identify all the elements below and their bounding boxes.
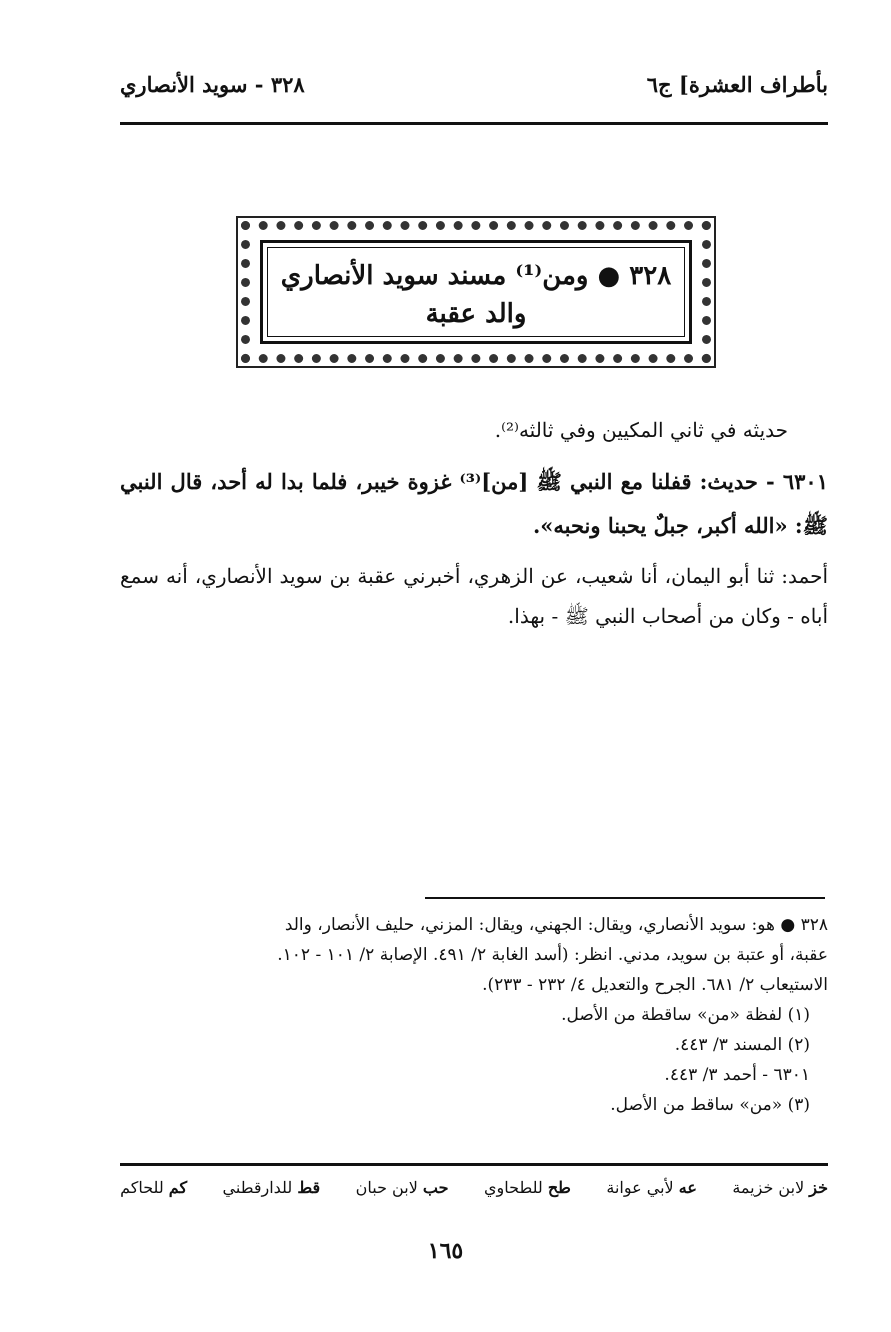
sigla-abbr: طح xyxy=(547,1178,571,1197)
sigla-item xyxy=(732,1178,828,1197)
footnote-hadith-source: ٦٣٠١ - أحمد ٣/ ٤٤٣. xyxy=(664,1065,810,1085)
sigla-abbr: قط xyxy=(297,1178,321,1197)
sigla-item xyxy=(606,1178,697,1197)
footnote-bio-line: ٣٢٨ ● هو: سويد الأنصاري، ويقال: الجهني، ويقال: المزني، حليف الأنصار، والد xyxy=(284,915,828,935)
intro-paragraph: حديثه في ثاني المكيين وفي ثالثه⁽²⁾. xyxy=(494,418,788,442)
sigla-item xyxy=(120,1178,187,1197)
sigla-item xyxy=(356,1178,449,1197)
section-title-line2: والد عقبة xyxy=(425,299,527,329)
hadith-paragraph: ٦٣٠١ - حديث: قفلنا مع النبي ﷺ [من]⁽³⁾ غزوة خيبر، فلما بدا له أحد، قال النبي ﷺ: «الله أكبر، جبلٌ يحبنا ونحبه». xyxy=(120,469,828,538)
title-inner-frame xyxy=(260,240,692,344)
sigla-abbr: عه xyxy=(678,1178,697,1197)
sigla-name: للطحاوي xyxy=(483,1178,543,1197)
sigla-item xyxy=(484,1178,571,1197)
footnote-1: (١) لفظة «من» ساقطة من الأصل. xyxy=(561,1005,810,1025)
sigla-name: للدارقطني xyxy=(222,1178,293,1197)
footnotes xyxy=(120,910,828,1120)
footnote-3: (٣) «من» ساقط من الأصل. xyxy=(610,1095,810,1115)
footnote-bio-line: الاستيعاب ٢/ ٦٨١. الجرح والتعديل ٤/ ٢٣٢ - ٢٣٣). xyxy=(482,975,828,995)
running-header xyxy=(120,72,828,112)
sigla-abbr: حب xyxy=(422,1178,449,1197)
header-rule xyxy=(120,122,828,125)
sigla-abbr: كم xyxy=(168,1178,188,1197)
sigla-name: لابن خزيمة xyxy=(732,1178,805,1197)
sigla-rule xyxy=(120,1163,828,1166)
footnote-rule xyxy=(425,897,825,899)
footnote-bio-line: عقبة، أو عتبة بن سويد، مدني. انظر: (أسد الغابة ٢/ ٤٩١. الإصابة ٢/ ١٠١ - ١٠٢. xyxy=(277,945,828,965)
sigla-item xyxy=(223,1178,321,1197)
section-title-line1: ٣٢٨ ● ومن⁽¹⁾ مسند سويد الأنصاري xyxy=(280,261,672,291)
running-header-chapter: ٣٢٨ - سويد الأنصاري xyxy=(120,72,305,97)
running-header-book-volume: بأطراف العشرة] ج٦ xyxy=(646,72,828,97)
sigla-abbr: خز xyxy=(809,1178,828,1197)
sigla-legend xyxy=(120,1178,828,1197)
section-title-frame xyxy=(236,216,716,368)
sigla-name: للحاكم xyxy=(120,1178,164,1197)
sigla-name: لأبي عوانة xyxy=(606,1178,674,1197)
footnote-2: (٢) المسند ٣/ ٤٤٣. xyxy=(674,1035,810,1055)
sigla-name: لابن حبان xyxy=(355,1178,418,1197)
page-number: ١٦٥ xyxy=(427,1238,464,1264)
isnad-paragraph: أحمد: ثنا أبو اليمان، أنا شعيب، عن الزهري، أخبرني عقبة بن سويد الأنصاري، أنه سمع أباه - وكان من أصحاب النبي ﷺ - بهذا. xyxy=(120,564,828,628)
section-title xyxy=(263,257,689,333)
